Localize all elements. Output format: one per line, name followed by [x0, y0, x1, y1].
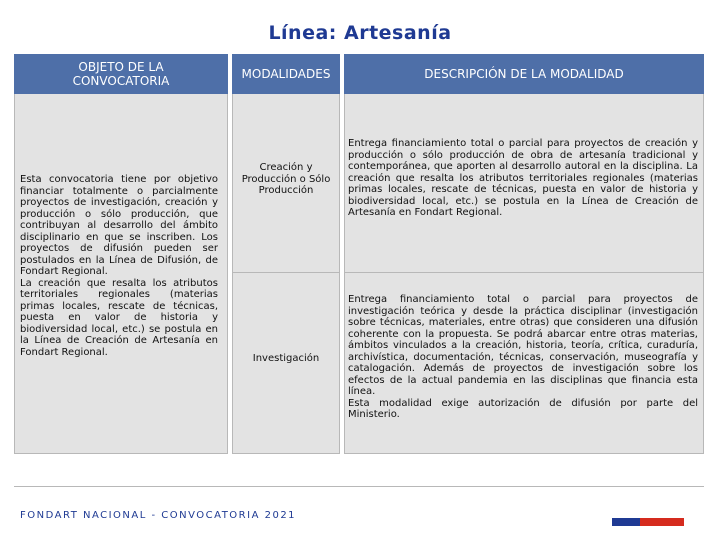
descripcion-creacion: Entrega financiamiento total o parcial para proyectos de creación y producción o sólo producción de obra de artesanía tradicional y contemporánea, que aporten al desarrollo autoral en la disciplina. La creación que resalta los atributos territoriales regionales (materias primas locales, rescate de técnicas, puesta en valor de historia y biodiversidad local, etc.) se postula en la Línea de Creación de Artesanía en Fondart Regional. — [348, 138, 698, 218]
flag-blue-stripe — [612, 518, 640, 526]
header-modalidades — [232, 54, 340, 94]
flag-red-stripe — [640, 518, 684, 526]
header-objeto-label: OBJETO DE LA CONVOCATORIA — [72, 60, 170, 88]
modalidad-creacion: Creación y Producción o Sólo Producción — [241, 162, 331, 196]
flag-logo — [612, 518, 684, 526]
header-modalidades-label: MODALIDADES — [241, 67, 331, 81]
modalidad-investigacion: Investigación — [252, 353, 320, 364]
header-descripcion — [344, 54, 704, 94]
objeto-text: Esta convocatoria tiene por objetivo financiar totalmente o parcialmente proyectos de investigación, creación y producción o sólo producción, que contribuyan al desarrollo del ámbito disciplinario en que se inscriben. Los proyectos de difusión pueden ser postulados en la Línea de Difusión, de Fondart Regional. La creación que resalta los atributos territoriales regionales (materias primas locales, rescate de técnicas, puesta en valor de historia y biodiversidad local, etc.) se postula en la Línea de Creación de Artesanía en Fondart Regional. — [20, 174, 218, 358]
header-objeto — [14, 54, 228, 94]
footer-label: FONDART NACIONAL - CONVOCATORIA 2021 — [20, 510, 297, 521]
row-divider — [232, 272, 340, 273]
row-divider — [344, 272, 704, 273]
page-title: Línea: Artesanía — [268, 22, 452, 44]
header-descripcion-label: DESCRIPCIÓN DE LA MODALIDAD — [424, 67, 624, 81]
descripcion-investigacion: Entrega financiamiento total o parcial para proyectos de investigación teórica y desde la práctica disciplinar (investigación sobre técnicas, materiales, entre otras) que consideren una difusión coherente con la propuesta. Se podrá abarcar entre otras materias, ámbitos vinculados a la creación, historia, teoría, crítica, curaduría, archivística, documentación, técnicas, conservación, museografía y catalogación. Además de proyectos de investigación sobre los efectos de la actual pandemia en las disciplinas que financia esta línea. Esta modalidad exige autorización de difusión por parte del Ministerio. — [348, 294, 698, 420]
modalidades-column — [232, 54, 340, 454]
footer-divider — [14, 486, 704, 487]
